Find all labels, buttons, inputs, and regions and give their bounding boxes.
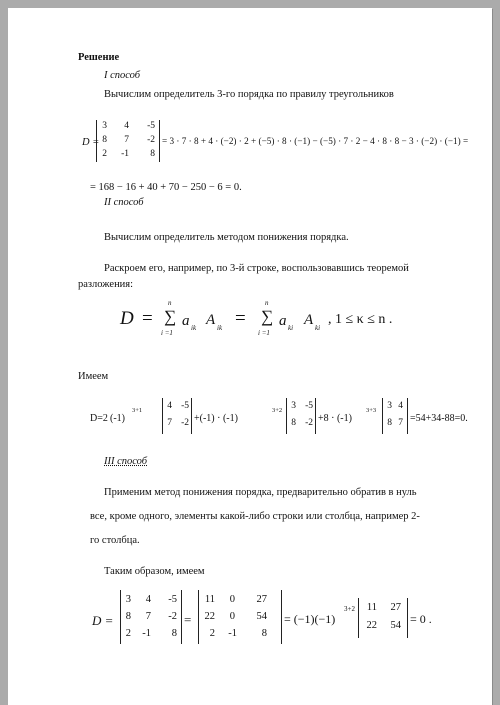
term1-a: a [182,313,190,329]
matrix-cell: 8 [171,628,177,639]
solution-heading: Решение [78,52,120,63]
method3-thus: Таким образом, имеем [104,566,205,577]
matrix-cell: 0 [229,594,235,605]
matrix-cell: 0 [229,611,235,622]
sum1-top: n [168,299,172,307]
minor-matrix-2 [286,398,316,434]
method2-title: II способ [104,197,144,208]
sum1-sigma: ∑ [164,307,177,326]
method3-factor: = (−1)(−1) [284,612,336,626]
matrix-cell: -5 [168,594,177,605]
matrix-cell: 8 [125,611,131,622]
term1-A: A [206,312,216,328]
determinant-matrix-b [198,590,282,644]
expansion2-exp2: 3+2 [272,407,283,414]
matrix-cell: 3 [387,401,392,411]
matrix-cell: 54 [256,611,267,622]
determinant-matrix-c [358,598,408,638]
matrix-cell: 8 [291,418,296,428]
minor-matrix-1 [162,398,192,434]
method2-intro: Вычислим определитель методом понижения порядка. [104,232,349,243]
expansion2-result: =54+34-88=0. [410,413,468,424]
matrix-cell: 54 [390,620,401,631]
method1-result: = 168 − 16 + 40 + 70 − 250 − 6 = 0. [90,182,242,193]
matrix-cell: -5 [305,401,313,411]
method3-line2: все, кроме одного, элементы какой-либо строки или столбца, например 2- [90,511,420,522]
matrix-cell: 7 [145,611,151,622]
method3-line1: Применим метод понижения порядка, предварительно обратив в нуль [104,487,417,498]
matrix-cell: -2 [305,418,313,428]
term2-A: A [304,312,314,328]
method1-lhs: D = [82,137,100,148]
matrix-cell: 11 [366,602,377,613]
matrix-cell: 22 [366,620,377,631]
sum1-bottom: i =1 [161,329,173,337]
sum2-bottom: i =1 [258,329,270,337]
matrix-cell: 3 [125,594,131,605]
expansion2-factor3: +8 · (-1) [318,413,352,424]
matrix-cell: 8 [261,628,267,639]
matrix-cell: -2 [147,135,155,145]
matrix-cell: 11 [204,594,215,605]
determinant-matrix-1 [96,120,160,162]
term1-a-sub: ik [191,324,197,332]
formula-equals-2: = [235,308,246,329]
matrix-cell: 4 [145,594,151,605]
have-label: Имеем [78,371,109,382]
matrix-cell: 2 [102,149,107,159]
method3-title: III способ [104,456,148,467]
method2-paragraph-line1: Раскроем его, например, по 3-й строке, воспользовавшись теоремой [104,263,409,274]
matrix-cell: 7 [398,418,403,428]
document-page [8,8,492,705]
matrix-cell: -1 [121,149,129,159]
matrix-cell: 4 [398,401,403,411]
matrix-cell: 3 [291,401,296,411]
method3-final: = 0 . [410,612,432,626]
term2-a: a [279,313,287,329]
matrix-cell: 7 [124,135,129,145]
sum2-sigma: ∑ [261,307,274,326]
matrix-cell: 8 [102,135,107,145]
method3-lhs: D = [92,613,114,628]
expansion2-exp1: 3+1 [132,407,143,414]
equals-sign: = [184,612,192,627]
matrix-cell: 7 [167,418,172,428]
method3-factor-exp: 3+2 [344,605,355,613]
matrix-cell: 2 [209,628,215,639]
expansion2-exp3: 3+3 [366,407,377,414]
method1-title: I способ [104,70,141,81]
term1-A-sub: ik [217,324,223,332]
determinant-matrix-a [120,590,182,644]
matrix-cell: -1 [142,628,151,639]
method3-line3: го столбца. [90,535,140,546]
minor-matrix-3 [382,398,408,434]
matrix-cell: 22 [204,611,215,622]
matrix-cell: 4 [167,401,172,411]
expansion2-factor2: +(-1) · (-1) [194,413,238,424]
matrix-cell: 27 [390,602,401,613]
method2-paragraph-line2: разложения: [78,279,134,290]
expansion2-factor1: (-1) [110,413,125,424]
matrix-cell: 4 [124,121,129,131]
matrix-cell: -5 [181,401,189,411]
formula-equals: = [142,308,153,329]
matrix-cell: 8 [387,418,392,428]
formula-condition: , 1 ≤ κ ≤ n . [328,312,393,327]
term2-A-sub: ki [315,324,321,332]
formula-d: D [120,308,134,329]
matrix-cell: -1 [228,628,237,639]
method1-expansion: = 3 · 7 · 8 + 4 · (−2) · 2 + (−5) · 8 · (−1) − (−5) · 7 · 2 − 4 · 8 · 8 − 3 · (−2) · (−1) = [162,136,469,146]
matrix-cell: -2 [181,418,189,428]
sum2-top: n [265,299,269,307]
expansion2-prefix: D=2 [90,413,108,424]
method1-intro: Вычислим определитель 3-го порядка по правилу треугольников [104,89,394,100]
matrix-cell: 3 [102,121,107,131]
matrix-cell: 27 [256,594,267,605]
matrix-cell: -2 [168,611,177,622]
matrix-cell: 8 [150,149,155,159]
matrix-cell: -5 [147,121,155,131]
term2-a-sub: ki [288,324,294,332]
matrix-cell: 2 [125,628,131,639]
